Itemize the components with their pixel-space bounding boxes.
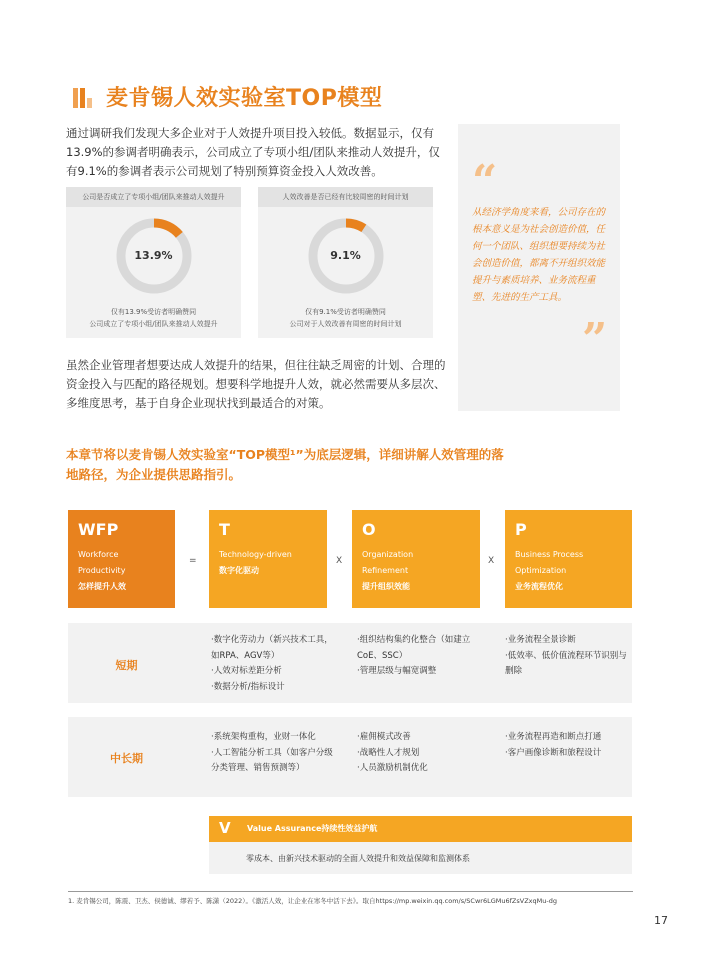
value-assurance-label: Value Assurance持续性效益护航 (247, 824, 378, 833)
cell-short-o: ·组织结构集约化整合（如建立CoE、SSC） ·管理层级与幅宽调整 (357, 635, 471, 676)
stat-card-team (66, 187, 241, 338)
model-box-wfp (68, 510, 175, 608)
stat-card-plan (258, 187, 433, 338)
cell-short-t: ·数字化劳动力（新兴技术工具，如RPA、AGV等） ·人效对标差距分析 ·数据分析/指标设计 (211, 635, 333, 692)
model-chinese-label: 业务流程优化 (515, 582, 563, 591)
model-subtitle: Workforce (78, 550, 119, 559)
model-chinese-label: 数字化驱动 (219, 566, 259, 575)
caption-line: 仅有9.1%受访者明确赞同 (305, 308, 386, 316)
model-subtitle: Business Process (515, 550, 584, 559)
cell-long-p: ·业务流程再造和断点打通 ·客户画像诊断和旅程设计 (505, 732, 602, 758)
stat-card-header: 公司是否成立了专项小组/团队来推动人效提升 (66, 187, 241, 207)
page-number: 17 (654, 914, 668, 927)
page-title: 麦肯锡人效实验室TOP模型 (106, 86, 383, 111)
model-box-p (505, 510, 632, 608)
value-assurance-bar (209, 816, 632, 842)
footnote: 1. 麦肯锡公司，陈震、卫杰、侯德诚、缪若予、陈潇（2022）。《激活人效，让企业在寒冬中活下去》。取自https://mp.weixin.qq.com/s/SCwr6LGMu6fZsVZxqMu-dg (68, 897, 557, 905)
cell-short-p: ·业务流程全景诊断 ·低效率、低价值流程环节识别与删除 (505, 635, 627, 676)
model-subtitle: Optimization (515, 566, 567, 575)
caption-line: 仅有13.9%受访者明确赞同 (110, 308, 197, 316)
multiply-operator: X (336, 556, 343, 566)
equals-operator: = (189, 556, 197, 566)
section-title (73, 81, 382, 112)
row-label: 中长期 (110, 752, 143, 765)
stat-percent: 13.9% (134, 249, 173, 262)
stat-caption (258, 306, 433, 330)
model-chinese-label: 提升组织效能 (362, 582, 410, 591)
value-assurance-band (209, 842, 632, 874)
model-subtitle: Organization (362, 550, 414, 559)
model-subtitle: Technology-driven (219, 550, 292, 559)
value-assurance-letter: V (219, 819, 231, 837)
cell-long-t: ·系统架构重构，业财一体化 ·人工智能分析工具（如客户分级分类管理、销售预测等） (211, 732, 333, 773)
model-letter: T (219, 520, 230, 539)
model-subtitle: Productivity (78, 566, 126, 575)
close-quote-icon: ” (582, 314, 608, 365)
open-quote-icon: “ (472, 156, 498, 207)
stat-caption (66, 306, 241, 330)
model-letter: WFP (78, 520, 119, 539)
title-decoration (73, 86, 94, 108)
intro-paragraph: 通过调研我们发现大多企业对于人效提升项目投入较低。数据显示，仅有13.9%的参调者明确表示，公司成立了专项小组/团队来推动人效提升，仅有9.1%的参调者表示公司规划了特别预算资金投入人效改善。 (66, 126, 440, 178)
model-box-o (352, 510, 480, 608)
caption-line: 公司成立了专项小组/团队来推动人效提升 (89, 320, 218, 328)
model-letter: P (515, 520, 527, 539)
chapter-statement: 本章节将以麦肯锡人效实验室“TOP模型¹”为底层逻辑，详细讲解人效管理的落地路径，为企业提供思路指引。 (66, 447, 504, 482)
model-chinese-label: 怎样提升人效 (78, 582, 126, 591)
value-assurance-desc: 零成本、由新兴技术驱动的全面人效提升和效益保障和监测体系 (246, 854, 470, 863)
quote-text: 从经济学角度来看，公司存在的根本意义是为社会创造价值，任何一个团队、组织想要持续为社会创造价值，都离不开组织效能提升与素质培养、业务流程重塑、先进的生产工具。 (472, 207, 606, 303)
body-paragraph: 虽然企业管理者想要达成人效提升的结果，但往往缺乏周密的计划、合理的资金投入与匹配的路径规划。想要科学地提升人效，就必然需要从多层次、多维度思考，基于自身企业现状找到最适合的对策。 (66, 358, 446, 410)
stat-percent: 9.1% (330, 249, 361, 262)
row-label: 短期 (115, 659, 138, 672)
model-box-t (209, 510, 327, 608)
cell-long-o: ·雇佣模式改善 ·战略性人才规划 ·人员激励机制优化 (357, 732, 428, 773)
model-letter: O (362, 520, 376, 539)
stat-card-header: 人效改善是否已经有比较周密的时间计划 (258, 187, 433, 207)
model-subtitle: Refinement (362, 566, 409, 575)
footnote-divider (68, 891, 633, 892)
caption-line: 公司对于人效改善有周密的时间计划 (289, 320, 402, 328)
multiply-operator: X (488, 556, 495, 566)
